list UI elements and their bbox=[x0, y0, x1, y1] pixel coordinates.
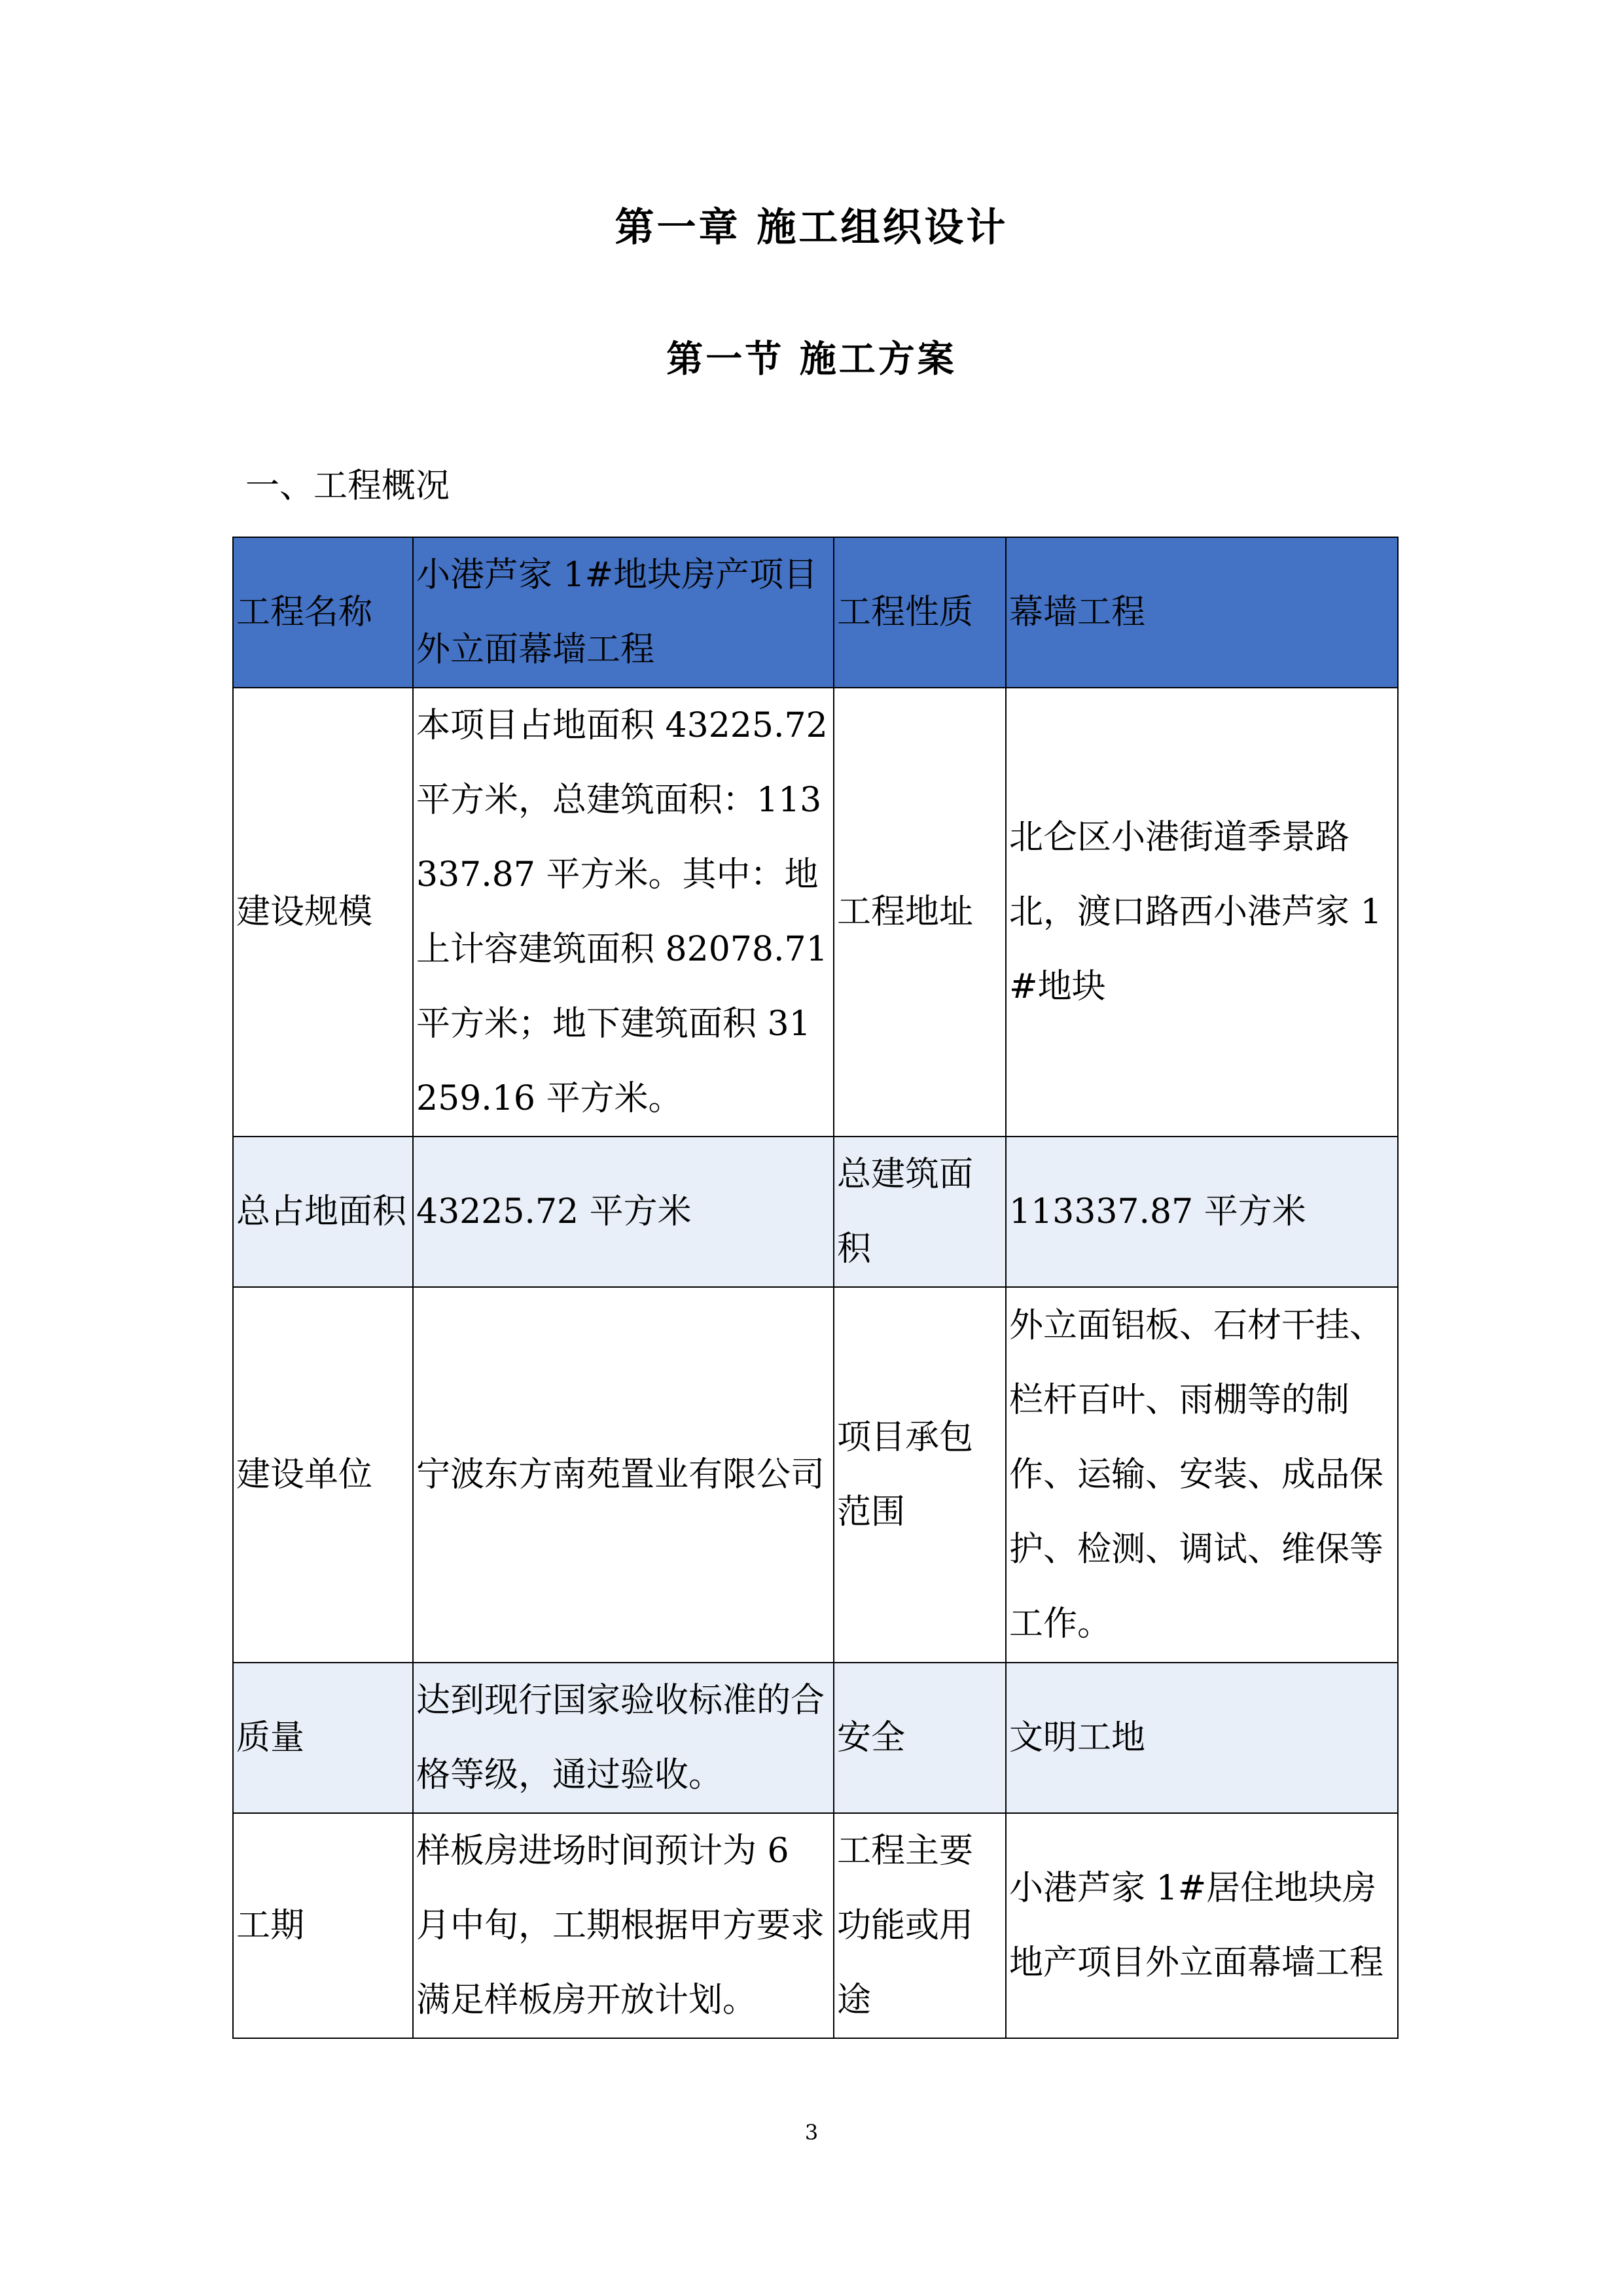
label-cell: 工程名称 bbox=[233, 537, 413, 688]
value-cell: 文明工地 bbox=[1006, 1663, 1398, 1813]
label-cell: 总建筑面积 bbox=[834, 1137, 1006, 1287]
label-cell: 安全 bbox=[834, 1663, 1006, 1813]
label-cell: 工期 bbox=[233, 1813, 413, 2038]
label-cell: 总占地面积 bbox=[233, 1137, 413, 1287]
table-row bbox=[233, 1137, 1398, 1287]
value-cell: 小港芦家 1#居住地块房地产项目外立面幕墙工程 bbox=[1006, 1813, 1398, 2038]
value-cell: 外立面铝板、石材干挂、栏杆百叶、雨棚等的制作、运输、安装、成品保护、检测、调试、维保等工作。 bbox=[1006, 1287, 1398, 1663]
project-overview-table bbox=[232, 537, 1399, 2039]
label-cell: 项目承包范围 bbox=[834, 1287, 1006, 1663]
section-title: 第一节 施工方案 bbox=[666, 338, 957, 381]
value-cell: 北仑区小港街道季景路北，渡口路西小港芦家 1#地块 bbox=[1006, 688, 1398, 1137]
value-cell: 43225.72 平方米 bbox=[413, 1137, 834, 1287]
label-cell: 质量 bbox=[233, 1663, 413, 1813]
value-cell: 达到现行国家验收标准的合格等级，通过验收。 bbox=[413, 1663, 834, 1813]
chapter-title: 第一章 施工组织设计 bbox=[615, 205, 1008, 251]
label-cell: 工程主要功能或用途 bbox=[834, 1813, 1006, 2038]
value-cell: 宁波东方南苑置业有限公司 bbox=[413, 1287, 834, 1663]
value-cell: 样板房进场时间预计为 6 月中旬，工期根据甲方要求满足样板房开放计划。 bbox=[413, 1813, 834, 2038]
subheading-project-overview: 一、工程概况 bbox=[245, 467, 450, 506]
table-row bbox=[233, 1663, 1398, 1813]
table-row bbox=[233, 688, 1398, 1137]
table-row bbox=[233, 537, 1398, 688]
label-cell: 建设单位 bbox=[233, 1287, 413, 1663]
label-cell: 工程性质 bbox=[834, 537, 1006, 688]
table-row bbox=[233, 1813, 1398, 2038]
value-cell: 本项目占地面积 43225.72 平方米，总建筑面积：113337.87 平方米。其中：地上计容建筑面积 82078.71 平方米；地下建筑面积 31259.16 平方米。 bbox=[413, 688, 834, 1137]
label-cell: 建设规模 bbox=[233, 688, 413, 1137]
value-cell: 113337.87 平方米 bbox=[1006, 1137, 1398, 1287]
label-cell: 工程地址 bbox=[834, 688, 1006, 1137]
value-cell: 幕墙工程 bbox=[1006, 537, 1398, 688]
page-number: 3 bbox=[804, 2120, 819, 2145]
value-cell: 小港芦家 1#地块房产项目外立面幕墙工程 bbox=[413, 537, 834, 688]
table-row bbox=[233, 1287, 1398, 1663]
